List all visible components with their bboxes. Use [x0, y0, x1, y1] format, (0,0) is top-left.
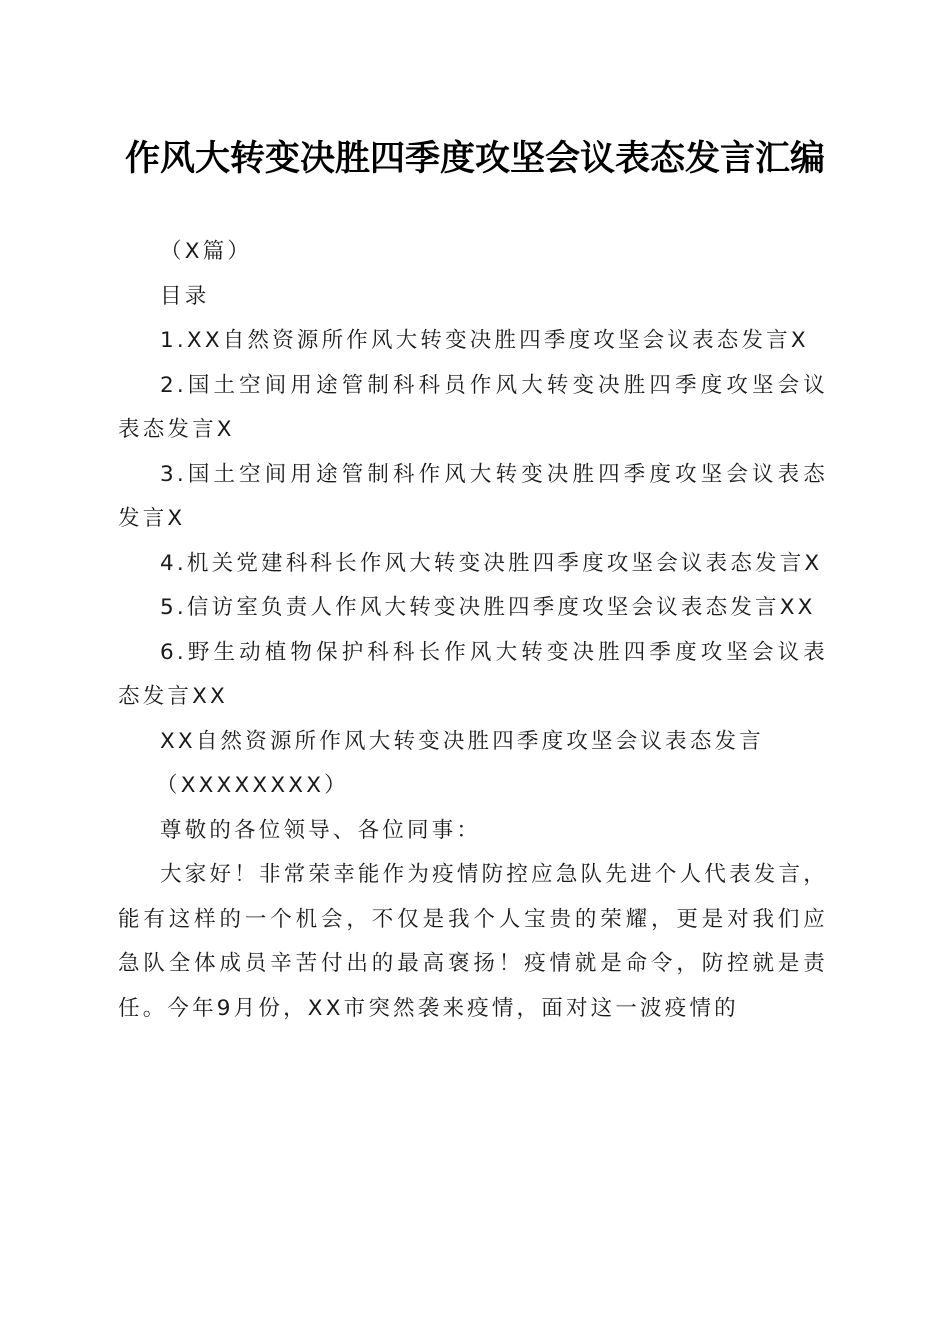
toc-item[interactable]: 3.国土空间用途管制科作风大转变决胜四季度攻坚会议表态发言X: [118, 461, 828, 531]
document-body: [118, 230, 828, 1031]
count-note: （X篇）: [160, 239, 253, 264]
toc-item[interactable]: 2.国土空间用途管制科科员作风大转变决胜四季度攻坚会议表态发言X: [118, 372, 828, 442]
toc-item[interactable]: 1.XX自然资源所作风大转变决胜四季度攻坚会议表态发言X: [160, 328, 809, 353]
table-of-contents: [118, 319, 828, 720]
toc-item[interactable]: 4.机关党建科科长作风大转变决胜四季度攻坚会议表态发言X: [160, 550, 823, 576]
section-title: XX自然资源所作风大转变决胜四季度攻坚会议表态发言: [160, 728, 764, 754]
toc-item[interactable]: 6.野生动植物保护科科长作风大转变决胜四季度攻坚会议表态发言XX: [118, 639, 828, 709]
toc-item[interactable]: 5.信访室负责人作风大转变决胜四季度攻坚会议表态发言XX: [160, 595, 816, 620]
body-paragraph: 大家好！非常荣幸能作为疫情防控应急队先进个人代表发言，能有这样的一个机会，不仅是我个人宝贵的荣耀，更是对我们应急队全体成员辛苦付出的最高褒扬！疫情就是命令，防控就是责任。今年9月份，XX市突然袭来疫情，面对这一波疫情的: [118, 862, 828, 1021]
salutation: 尊敬的各位领导、各位同事：: [160, 817, 482, 843]
document-title: 作风大转变决胜四季度攻坚会议表态发言汇编: [124, 138, 825, 179]
toc-heading: 目录: [160, 283, 210, 309]
section-author: （XXXXXXXX）: [156, 773, 349, 798]
